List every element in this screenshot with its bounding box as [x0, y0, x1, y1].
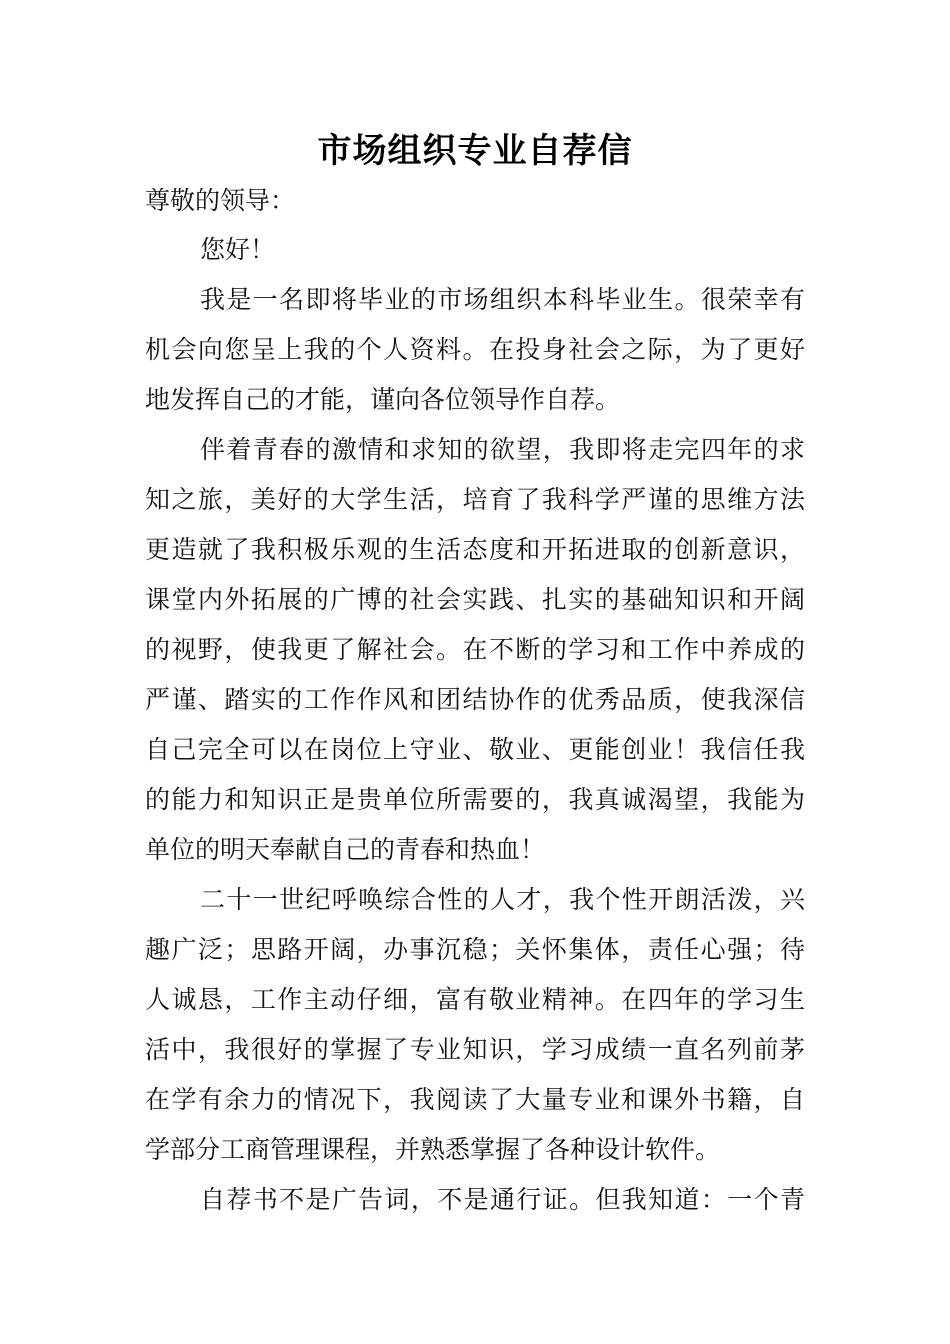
paragraph-line: 自荐书不是广告词，不是通行证。但我知道：一个青 [200, 1185, 805, 1214]
paragraph-line: 单位的明天奉献自己的青春和热血！ [145, 835, 546, 864]
paragraph-line: 严谨、踏实的工作作风和团结协作的优秀品质，使我深信 [145, 685, 805, 714]
paragraph-line: 的视野，使我更了解社会。在不断的学习和工作中养成的 [145, 635, 805, 664]
paragraph-line: 伴着青春的激情和求知的欲望，我即将走完四年的求 [200, 435, 805, 464]
paragraph-line: 学部分工商管理课程，并熟悉掌握了各种设计软件。 [145, 1135, 721, 1164]
paragraph-line: 人诚恳，工作主动仔细，富有敬业精神。在四年的学习生 [145, 985, 805, 1014]
paragraph-line: 机会向您呈上我的个人资料。在投身社会之际，为了更好 [145, 335, 805, 364]
page-title: 市场组织专业自荐信 [317, 131, 633, 171]
paragraph-line: 知之旅，美好的大学生活，培育了我科学严谨的思维方法 [145, 485, 805, 514]
paragraph-line: 自己完全可以在岗位上守业、敬业、更能创业！我信任我 [145, 735, 805, 764]
greeting: 您好！ [200, 235, 276, 264]
paragraph-line: 在学有余力的情况下，我阅读了大量专业和课外书籍，自 [145, 1085, 805, 1114]
paragraph-line: 更造就了我积极乐观的生活态度和开拓进取的创新意识， [145, 535, 805, 564]
paragraph-line: 二十一世纪呼唤综合性的人才，我个性开朗活泼，兴 [200, 885, 805, 914]
paragraph-line: 课堂内外拓展的广博的社会实践、扎实的基础知识和开阔 [145, 585, 805, 614]
paragraph-line: 的能力和知识正是贵单位所需要的，我真诚渴望，我能为 [145, 785, 805, 814]
paragraph-line: 我是一名即将毕业的市场组织本科毕业生。很荣幸有 [200, 285, 805, 314]
paragraph-line: 活中，我很好的掌握了专业知识，学习成绩一直名列前茅 [145, 1035, 805, 1064]
paragraph-line: 趣广泛；思路开阔，办事沉稳；关怀集体，责任心强；待 [145, 935, 805, 964]
paragraph-line: 地发挥自己的才能，谨向各位领导作自荐。 [145, 385, 621, 414]
salutation: 尊敬的领导： [145, 186, 296, 215]
